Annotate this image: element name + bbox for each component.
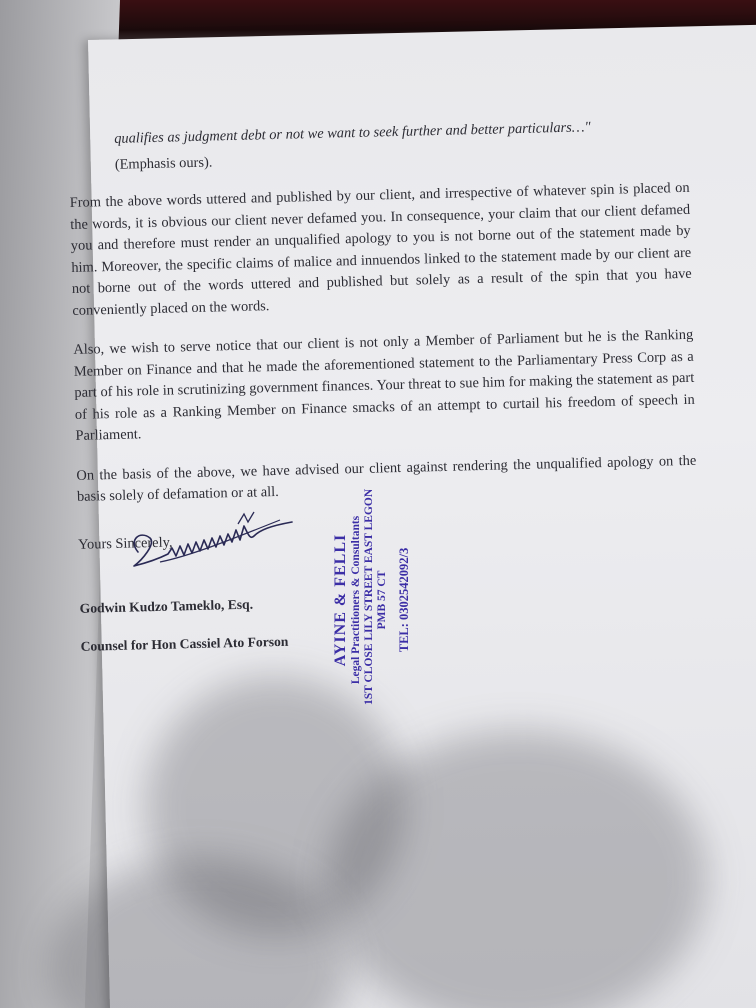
paragraph-parliament: Also, we wish to serve notice that our client is not only a Member of Parliament but he is the Ranking Member on Finance and that he made the aforementioned statement to the Parliamentary Press Corp as a part of his role in scrutinizing government finances. Your threat to sue him for making the statement as part of his role as a Ranking Member on Finance smacks of an attempt to curtail his freedom of speech in Parliament. (73, 326, 695, 444)
stamp-telephone: TEL: 0302542092/3 (396, 547, 411, 653)
emphasis-note: (Emphasis ours). (114, 153, 213, 173)
signatory-name: Godwin Kudzo Tameklo, Esq. (79, 596, 254, 616)
quoted-statement: qualifies as judgment debt or not we want to seek further and better particulars…" (114, 119, 591, 147)
handwritten-signature (120, 500, 300, 590)
firm-stamp (330, 488, 430, 705)
paragraph-defamation: From the above words uttered and published by our client, and irrespective of whatever spin is placed on the words, it is obvious our client never defamed you. In consequence, your claim that our client defamed you and therefore must render an unqualified apology to you is not borne out of the statement made by him. Moreover, the specific claims of malice and innuendos linked to the statement made by our client are not borne out of the words uttered and published but solely as a result of the spin that you have conveniently placed on the words. (69, 179, 692, 319)
signatory-role: Counsel for Hon Cassiel Ato Forson (80, 633, 289, 654)
stamp-pmb: PMB 57 CT (375, 570, 388, 630)
stamp-address: 1ST CLOSE LILY STREET EAST LEGON (362, 488, 375, 705)
stamp-firm-name: AYINE & FELLI (332, 533, 349, 667)
closing-salutation: Yours Sincerely, (77, 534, 173, 553)
stamp-subtitle: Legal Practitioners & Consultants (349, 515, 362, 685)
paragraph-advice: On the basis of the above, we have advised our client against rendering the unqualified apology on the basis solely of defamation or at all. (76, 452, 697, 505)
